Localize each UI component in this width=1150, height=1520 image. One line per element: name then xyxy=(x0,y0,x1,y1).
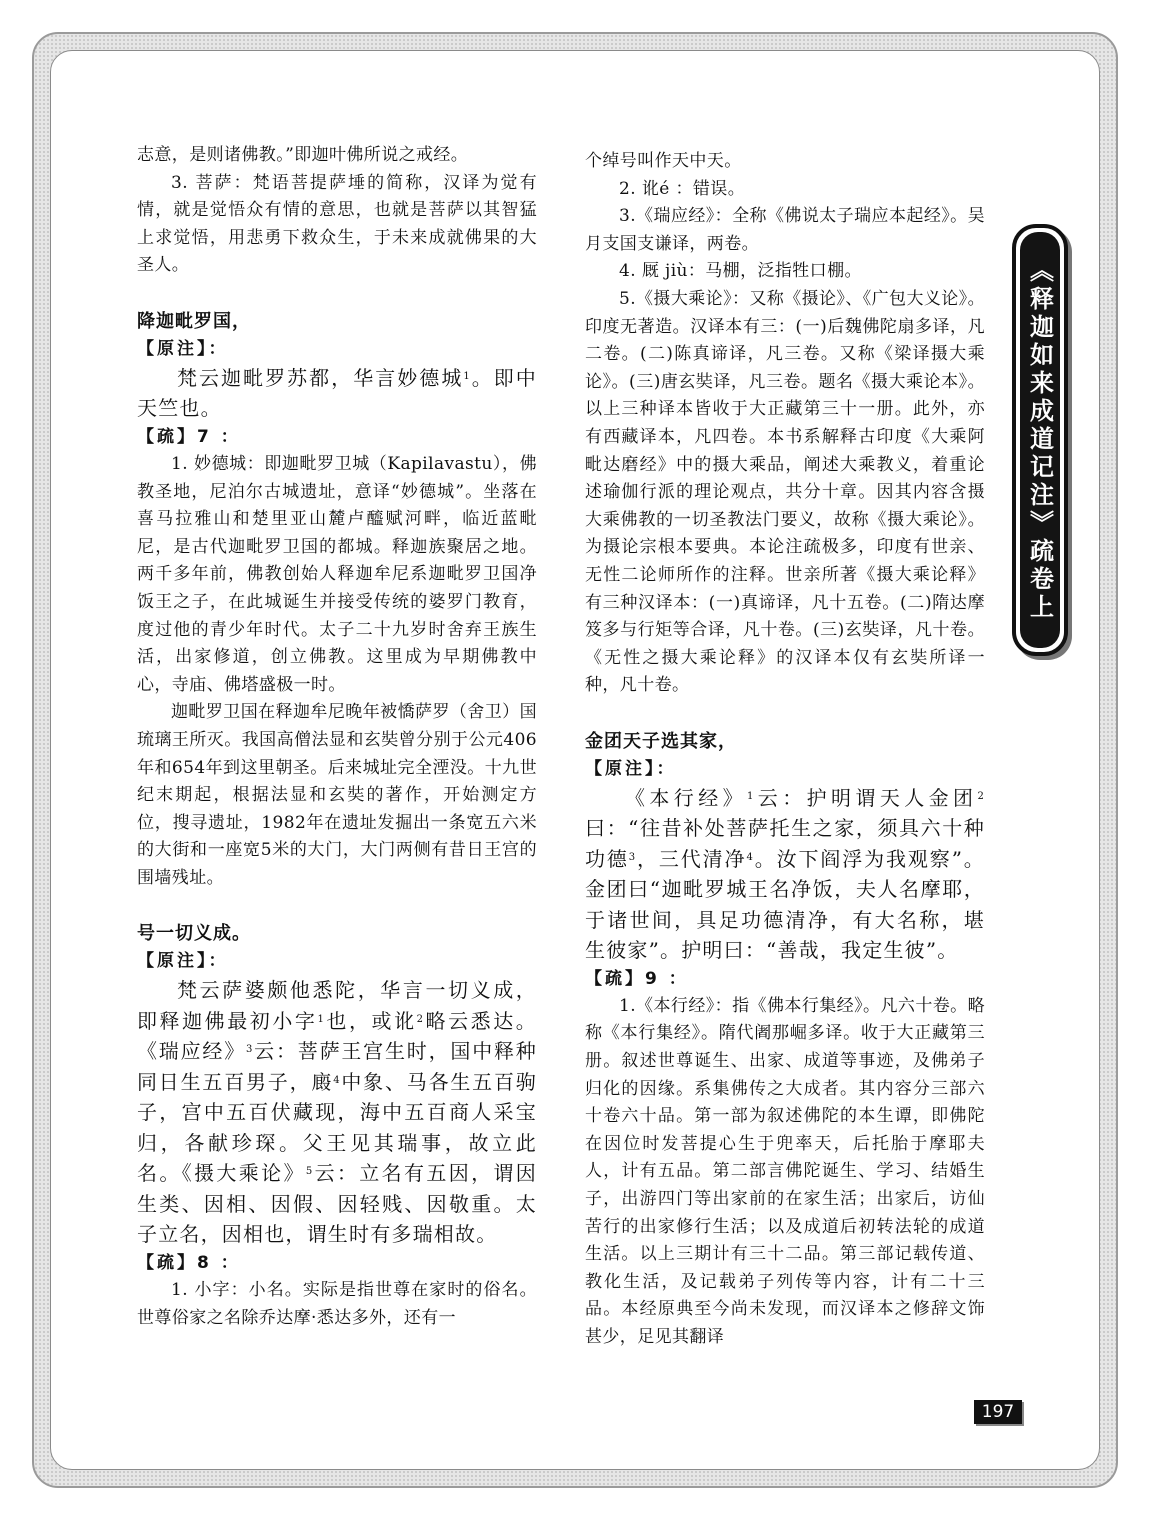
label-original-note-2: 【原注】： xyxy=(137,951,229,972)
chapter-side-tab-text: 《释迦如来成道记注》疏卷上 xyxy=(1020,232,1060,648)
original-note-sarvartha: 梵云萨婆颇他悉陀，华言一切义成，即释迦佛最初小字$^1$也，或讹$^2$略云悉达。《瑞应经》$^3$云：菩萨王宫生时，国中释种同日生五百男子，廄$^4$中象、马各生五百驹子，宫中五百伏藏现，海中五百商人采宝归，各献珍琛。父王见其瑞事，故立此名。《摄大乘论》$^5$云：立名有五因，谓因生类、因相、因假、因轻贱、因敬重。太子立名，因相也，谓生时有多瑞相故。 xyxy=(137,978,537,1247)
heading-sarvartha: 号一切义成。 xyxy=(137,923,251,945)
note-mahayana-samgraha: 5.《摄大乘论》：又称《摄论》、《广包大义论》。印度无著造。汉译本有三：(一)后魏佛陀扇多译，凡二卷。(二)陈真谛译，凡三卷。又称《梁译摄大乘论》。(三)唐玄奘译，凡三卷。题名《摄大乘论本》。以上三种译本皆收于大正藏第三十一册。此外，亦有西藏译本，凡四卷。本书系解释古印度《大乘阿毗达磨经》中的摄大乘品，阐述大乘教义，着重论述瑜伽行派的理论观点，共分十章。因其内容含摄大乘佛教的一切圣教法门要义，故称《摄大乘论》。为摄论宗根本要典。本论注疏极多，印度有世亲、无性二论师所作的注释。世亲所著《摄大乘论释》有三种汉译本：(一)真谛译，凡十五卷。(二)隋达摩笈多与行矩等合译，凡十卷。(三)玄奘译，凡十卷。《无性之摄大乘论释》的汉译本仅有玄奘所译一种，凡十卷。 xyxy=(585,288,985,696)
page-number: 197 xyxy=(974,1400,1022,1424)
note-bodhisattva: 3. 菩萨：梵语菩提萨埵的简称，汉译为觉有情，就是觉悟众有情的意思，也就是菩萨以其智猛上求觉悟，用悲勇下救众生，于未来成就佛果的大圣人。 xyxy=(137,172,537,276)
label-commentary-9: 【疏】9 ： xyxy=(585,968,689,989)
note-benxing-sutra: 1.《本行经》：指《佛本行集经》。凡六十卷。略称《本行集经》。隋代阇那崛多译。收于大正藏第三册。叙述世尊诞生、出家、成道等事迹，及佛弟子归化的因缘。系集佛传之大成者。其内容分三部六十卷六十品。第一部为叙述佛陀的本生谭，即佛陀在因位时发菩提心生于兜率天，后托胎于摩耶夫人，计有五品。第二部言佛陀诞生、学习、结婚生子，出游四门等出家前的在家生活；出家后，访仙苦行的出家修行生活；以及成道后初转法轮的成道生活。以上三期计有三十二品。第三部记载传道、教化生活，及记载弟子列传等内容，计有二十三品。本经原典至今尚未发现，而汉译本之修辞文饰甚少，足见其翻译 xyxy=(585,995,985,1347)
chapter-side-tab xyxy=(1012,224,1068,656)
note-error: 2. 讹é ：错误。 xyxy=(619,178,746,199)
note-childhood-name: 1. 小字：小名。实际是指世尊在家时的俗名。世尊俗家之名除乔达摩·悉达多外，还有一 xyxy=(137,1279,537,1328)
left-continuation: 志意，是则诸佛教。”即迦叶佛所说之戒经。 xyxy=(137,145,469,165)
note-stable: 4. 厩 jiù：马棚，泛指牲口棚。 xyxy=(619,261,862,282)
left-column xyxy=(137,142,537,1332)
note-wonderful-city: 1. 妙德城：即迦毗罗卫城（Kapilavastu），佛教圣地，尼泊尔古城遗址，意译“妙德城”。坐落在喜马拉雅山和楚里亚山麓卢醯赋河畔，临近蓝毗尼，是古代迦毗罗卫国的都城。释迦族聚居之地。两千多年前，佛教创始人释迦牟尼系迦毗罗卫国净饭王之子，在此城诞生并接受传统的婆罗门教育，度过他的青少年时代。太子二十九岁时舍弃王族生活，出家修道，创立佛教。这里成为早期佛教中心，寺庙、佛塔盛极一时。 xyxy=(137,453,537,695)
heading-kapila: 降迦毗罗国， xyxy=(137,310,251,332)
right-column xyxy=(585,148,985,1352)
label-original-note-3: 【原注】： xyxy=(585,758,677,779)
label-original-note: 【原注】： xyxy=(137,338,229,359)
note-ruiying-sutra: 3.《瑞应经》：全称《佛说太子瑞应本起经》。吴月支国支谦译，两卷。 xyxy=(585,206,985,254)
right-continuation: 个绰号叫作天中天。 xyxy=(585,151,742,171)
label-commentary-8: 【疏】8 ： xyxy=(137,1252,241,1273)
original-note-kapila: 梵云迦毗罗苏都，华言妙德城$^1$。即中天竺也。 xyxy=(137,365,537,421)
heading-golden-deva: 金团天子选其家， xyxy=(585,730,737,752)
label-commentary-7: 【疏】7 ： xyxy=(137,426,241,447)
note-kapila-history: 迦毗罗卫国在释迦牟尼晚年被憍萨罗（舍卫）国琉璃王所灭。我国高僧法显和玄奘曾分别于公元406年和654年到这里朝圣。后来城址完全湮没。十九世纪末期起，根据法显和玄奘的著作，开始测定方位，搜寻遗址，1982年在遗址发掘出一条宽五六米的大街和一座宽5米的大门，大门两侧有昔日王宫的围墙残址。 xyxy=(137,702,537,888)
original-note-golden-deva: 《本行经》$^1$云：护明谓天人金团$^2$曰：“往昔补处菩萨托生之家，须具六十种功德$^3$，三代清净$^4$。汝下阎浮为我观察”。金团曰“迦毗罗城王名净饭，夫人名摩耶，于诸世间，具足功德清净，有大名称，堪生彼家”。护明曰：“善哉，我定生彼”。 xyxy=(585,785,986,963)
